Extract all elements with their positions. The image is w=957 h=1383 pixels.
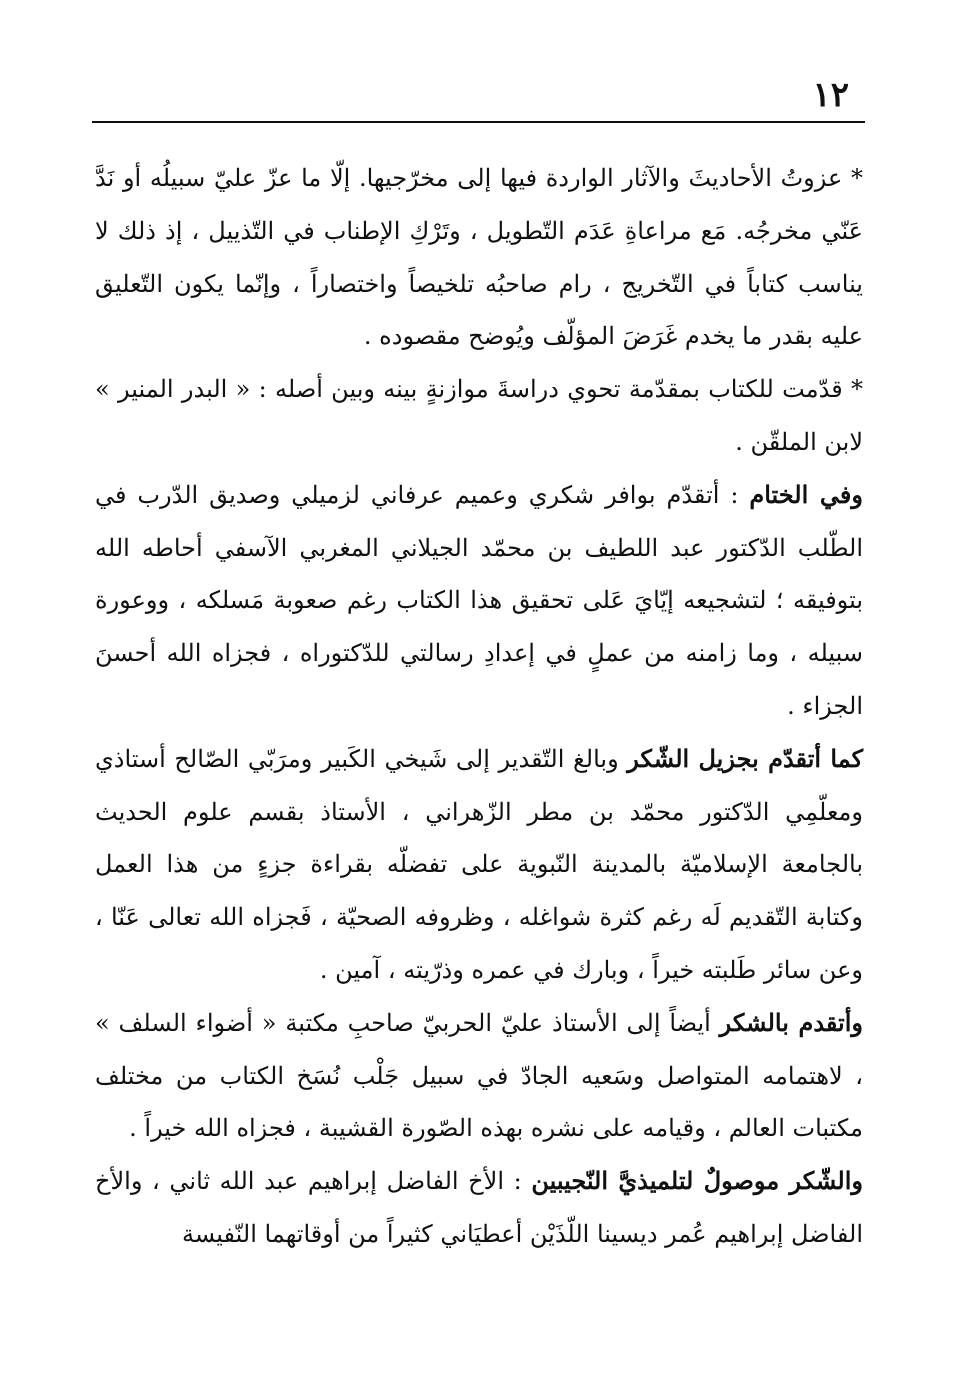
paragraph-text: : أتقدّم بوافر شكري وعميم عرفاني لزميلي وصديق الدّرب في الطّلب الدّكتور عبد اللطيف بن محمّد الجيلاني المغربي الآسفي أحاطه الله بتوفيقه ؛ لتشجيعه إيّايَ عَلى تحقيق هذا الكتاب رغم صعوبة مَسلكه ، ووعورة سبيله ، وما زامنه من عملٍ في إعدادِ رسالتي للدّكتوراه ، فجزاه الله أحسنَ الجزاء . — [95, 480, 864, 720]
paragraph-thanks-publisher — [95, 997, 863, 1155]
paragraph-lead: وأتقدم بالشكر — [719, 1007, 863, 1037]
paragraph-conclusion — [95, 469, 863, 733]
paragraph-introduction — [95, 363, 863, 469]
paragraph-text: أيضاً إلى الأستاذ عليّ الحربيّ صاحبِ مكتبة « أضواء السلف » ، لاهتمامه المتواصل وسَعيه الجادّ في سبيل جَلْب نُسَخ الكتاب من مختلف مكتبات العالم ، وقيامه على نشره بهذه الصّورة القشيبة ، فجزاه الله خيراً . — [95, 1008, 863, 1143]
paragraph-text: وبالغ التّقدير إلى شَيخي الكَبير ومرَبّي الصّالح أستاذي ومعلّمِي الدّكتور محمّد بن مطر الزّهراني ، الأستاذ بقسم علوم الحديث بالجامعة الإسلاميّة بالمدينة النّبوية على تفضلّه بقراءة جزءٍ من هذا العمل وكتابة التّقديم لَه رغم كثرة شواغله ، وظروفه الصحيّة ، فَجزاه الله تعالى عَنّا ، وعن سائر طَلبته خيراً ، وبارك في عمره وذرّيته ، آمين . — [95, 744, 863, 984]
paragraph-lead: كما أتقدّم بجزيل الشّكر — [627, 743, 863, 773]
body-text — [95, 152, 863, 1261]
paragraph-lead: وفي الختام — [749, 479, 863, 509]
paragraph-text: : الأخ الفاضل إبراهيم عبد الله ثاني ، والأخ الفاضل إبراهيم عُمر ديسينا اللّذَيْن أعطيَاني كثيراً من أوقاتهما النّفيسة — [95, 1167, 863, 1248]
paragraph-thanks-students — [95, 1155, 863, 1261]
paragraph-text: * عزوتُ الأحاديثَ والآثار الواردة فيها إلى مخرّجيها. إلّا ما عزّ عليّ سبيلُه أو نَدَّ عَنّي مخرجُه. مَع مراعاةِ عَدَم التّطويل ، وتَرْكِ الإطناب في التّذييل ، إذ ذلك لا يناسب كتاباً في التّخريج ، رام صاحبُه تلخيصاً واختصاراً ، وإنّما يكون التّعليق عليه بقدر ما يخدم غَرَضَ المؤلّف ويُوضح مقصوده . — [95, 164, 863, 351]
paragraph-lead: والشّكر موصولٌ لتلميذيَّ النّجيبين — [531, 1166, 863, 1196]
paragraph-text: * قدّمت للكتاب بمقدّمة تحوي دراسةَ موازنةٍ بينه وبين أصله : « البدر المنير » لابن الملقّن . — [95, 375, 863, 456]
header-rule — [92, 121, 865, 123]
paragraph-citations — [95, 152, 863, 363]
page-number: ١٢ — [812, 75, 849, 115]
paragraph-thanks-teacher — [95, 733, 863, 997]
